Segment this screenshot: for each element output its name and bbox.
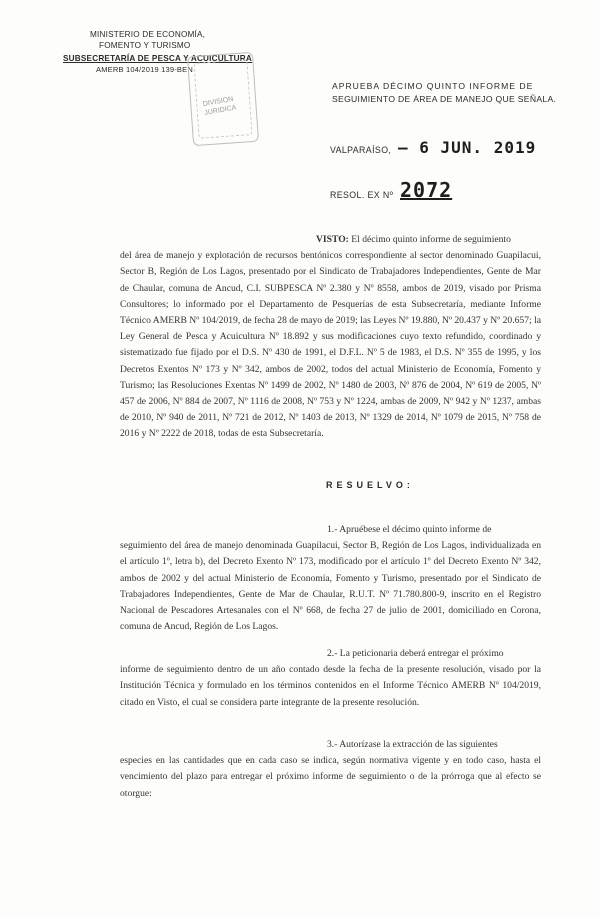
resolution-point-2	[120, 646, 541, 711]
place-label: VALPARAÍSO,	[330, 145, 392, 155]
stamp-line-2: JURIDICA	[203, 104, 237, 117]
resolution-date: – 6 JUN. 2019	[398, 138, 537, 157]
point-3-body: especies en las cantidades que en cada caso se indica, según normativa vigente y en todo caso, hasta el vencimiento del plazo para entregar el próximo informe de seguimiento o de la prórroga que al efecto se otorgue:	[120, 755, 541, 799]
amerb-reference: AMERB 104/2019 139-BEN	[96, 65, 193, 74]
resolution-number: 2072	[400, 178, 453, 202]
visto-body: del área de manejo y explotación de recursos bentónicos correspondiente al sector denominado Guapilacui, Sector B, Región de Los Lagos, presentado por el Sindicato de Trabajadores Independientes, Gente de Mar de Chaular, comuna de Ancud, C.I. SUBPESCA Nº 2.380 y Nº 8558, ambos de 2019, visado por Prisma Consultores; lo informado por el Departamento de Pesquerías de esta Subsecretaría, mediante Informe Técnico AMERB Nº 104/2019, de fecha 28 de mayo de 2019; las Leyes Nº 19.880, Nº 20.437 y Nº 20.657; la Ley General de Pesca y Acuicultura Nº 18.892 y sus modificaciones cuyo texto refundido, coordinado y sistematizado fue fijado por el D.S. Nº 430 de 1991, el D.F.L. Nº 5 de 1983, el D.S. Nº 355 de 1995, y los Decretos Exentos Nº 173 y Nº 342, ambos de 2002, todos del actual Ministerio de Economía, Fomento y Turismo; las Resoluciones Exentas Nº 1499 de 2002, Nº 1480 de 2003, Nº 876 de 2004, Nº 619 de 2005, Nº 457 de 2006, Nº 884 de 2007, Nº 1116 de 2008, Nº 753 y Nº 1224, ambas de 2009, Nº 942 y Nº 1237, ambas de 2010, Nº 940 de 2011, Nº 721 de 2012, Nº 1403 de 2013, Nº 1329 de 2014, Nº 1079 de 2015, Nº 758 de 2016 y Nº 2222 de 2018, todas de esta Subsecretaría.	[120, 250, 541, 440]
point-1-body: seguimiento del área de manejo denominada Guapilacui, Sector B, Región de Los Lagos, individualizada en el artículo 1º, letra b), del Decreto Exento Nº 173, modificado por el artículo 1º del Decreto Exento Nº 342, ambos de 2002 y del actual Ministerio de Economía, Fomento y Turismo, presentado por el Sindicato de Trabajadores Independientes, Gente de Mar de Chaular, R.U.T. Nº 71.780.800-9, inscrito en el Registro Nacional de Pescadores Artesanales con el Nº 668, de fecha 27 de julio de 2001, domiciliado en Corona, comuna de Ancud, Región de Los Lagos.	[120, 540, 541, 633]
point-2-first-line: 2.- La peticionaria deberá entregar el próximo	[327, 648, 504, 659]
subsecretaria-line: SUBSECRETARÍA DE PESCA Y ACUICULTURA	[63, 54, 253, 63]
resolution-point-3	[120, 737, 541, 802]
resolution-label: RESOL. EX Nº	[330, 190, 394, 200]
stamp-line-1: DIVISION	[202, 95, 234, 109]
ministry-line: MINISTERIO DE ECONOMÍA,	[90, 30, 206, 39]
visto-paragraph	[120, 232, 541, 443]
resolution-point-1	[120, 522, 541, 635]
subject-line-1: APRUEBA DÉCIMO QUINTO INFORME DE	[332, 81, 534, 91]
point-2-body: informe de seguimiento dentro de un año contado desde la fecha de la presente resolución, visado por la Institución Técnica y formulado en los términos contenidos en el Informe Técnico AMERB Nº 104/2019, citado en Visto, el cual se considera parte integrante de la presente resolución.	[120, 664, 541, 708]
resuelvo-heading: RESUELVO:	[326, 480, 414, 490]
point-1-first-line: 1.- Apruébese el décimo quinto informe de	[327, 524, 492, 535]
ministry-line-2: FOMENTO Y TURISMO	[99, 41, 191, 50]
visto-lead: VISTO:	[316, 234, 349, 245]
subject-line-2: SEGUIMIENTO DE ÁREA DE MANEJO QUE SEÑALA.	[332, 94, 557, 104]
visto-first-text: El décimo quinto informe de seguimiento	[348, 234, 511, 245]
point-3-first-line: 3.- Autorízase la extracción de las siguientes	[327, 739, 498, 750]
visto-first-line	[120, 232, 541, 248]
division-juridica-stamp	[187, 52, 259, 146]
